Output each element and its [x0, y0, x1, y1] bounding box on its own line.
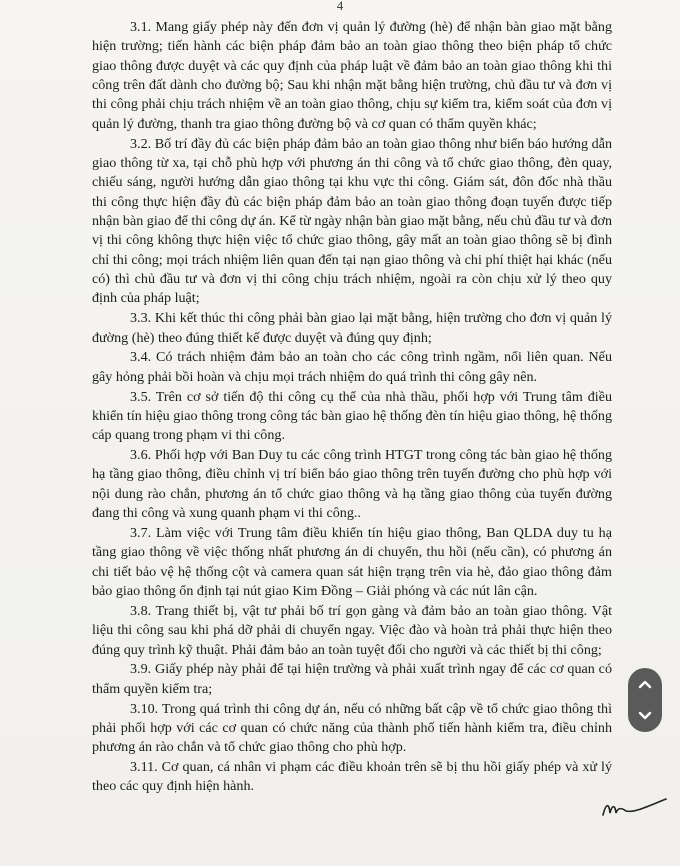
clause-3-9: 3.9. Giấy phép này phải để tại hiện trường và phải xuất trình ngay để các cơ quan có thẩm quyền kiểm tra; — [92, 661, 612, 697]
clause-3-8: 3.8. Trang thiết bị, vật tư phải bố trí gọn gàng và đảm bảo an toàn giao thông. Vật liệu thi công sau khi phá dỡ phải di chuyển ngay. Việc đào và hoàn trả phải thực hiện theo đúng quy trình kỹ thuật. Phải đảm bảo an toàn tuyệt đối cho người và các thiết bị thi công; — [92, 602, 612, 658]
clause-3-6: 3.6. Phối hợp với Ban Duy tu các công trình HTGT trong công tác bàn giao hệ thống hạ tầng giao thông, điều chỉnh vị trí biển báo giao thông trên tuyến đường cho phù hợp với nội dung rào chắn, phương án tổ chức giao thông và hạ tầng giao thông của tuyến đường đang thi công và xung quanh phạm vi thi công.. — [92, 447, 612, 522]
signature-mark — [600, 795, 670, 826]
clause-3-2: 3.2. Bố trí đầy đủ các biện pháp đảm bảo an toàn giao thông như biển báo hướng dẫn giao thông từ xa, tại chỗ phù hợp với phương án thi công và tổ chức giao thông, đèn quay, chiếu sáng, người hướng dẫn giao thông tại khu vực thi công. Giám sát, đôn đốc nhà thầu thi công thực hiện đầy đủ các biện pháp đảm bảo an toàn giao thông đoạn tuyến được tiếp nhận bàn giao để thi công dự án. Kể từ ngày nhận bàn giao mặt bằng, nếu chủ đầu tư và đơn vị thi công không thực hiện việc tổ chức giao thông, gây mất an toàn giao thông sẽ bị đình chỉ thi công; mọi trách nhiệm liên quan đến tại nạn giao thông và chi phí thiệt hại khác (nếu có) thì chủ đầu tư và đơn vị thi công chịu trách nhiệm, ngoài ra còn chịu xử lý theo quy định của pháp luật; — [92, 135, 612, 307]
clause-3-10: 3.10. Trong quá trình thi công dự án, nếu có những bất cập về tổ chức giao thông thì phải phối hợp với các cơ quan có chức năng của thành phố tiến hành kiểm tra, điều chỉnh phương án rào chắn và tổ chức giao thông cho phù hợp. — [92, 700, 612, 756]
chevron-up-icon[interactable] — [637, 678, 653, 690]
document-body — [92, 18, 612, 797]
chevron-down-icon[interactable] — [637, 710, 653, 722]
clause-3-7: 3.7. Làm việc với Trung tâm điều khiển tín hiệu giao thông, Ban QLDA duy tu hạ tầng giao thông về việc thống nhất phương án di chuyển, thu hồi (nếu cần), có phương án chi tiết bảo vệ hệ thống cột và camera quan sát hiện trạng trên via hè, đảo giao thông đảm bảo giao thông ổn định tại nút giao Kim Đồng – Giải phóng và các nút lân cận. — [92, 524, 612, 599]
page-number: 4 — [336, 0, 344, 13]
clause-3-3: 3.3. Khi kết thúc thi công phải bàn giao lại mặt bằng, hiện trường cho đơn vị quản lý đường (hè) theo đúng thiết kế được duyệt và đúng quy định; — [92, 310, 612, 346]
scroll-nav-control — [628, 668, 662, 732]
clause-3-1: 3.1. Mang giấy phép này đến đơn vị quản lý đường (hè) để nhận bàn giao mặt bằng hiện trường; tiến hành các biện pháp đảm bảo an toàn giao thông theo biện pháp tổ chức giao thông được duyệt và các quy định của pháp luật về đảm bảo an toàn giao thông khi thi công trên đất dành cho đường bộ; Sau khi nhận mặt bằng hiện trường, chủ đầu tư và đơn vị thi công phải chịu trách nhiệm về an toàn giao thông, chịu sự kiểm tra, kiểm soát của đơn vị quản lý đường, thanh tra giao thông đường bộ và cơ quan có thẩm quyền khác; — [92, 19, 612, 132]
clause-3-5: 3.5. Trên cơ sở tiến độ thi công cụ thể của nhà thầu, phối hợp với Trung tâm điều khiển tín hiệu giao thông trong công tác bàn giao hệ thống đèn tín hiệu giao thông, hệ thống cáp quang trong phạm vi thi công. — [92, 388, 612, 444]
clause-3-4: 3.4. Có trách nhiệm đảm bảo an toàn cho các công trình ngầm, nổi liên quan. Nếu gây hỏng phải bồi hoàn và chịu mọi trách nhiệm do quá trình thi công gây nên. — [92, 349, 612, 385]
clause-3-11: 3.11. Cơ quan, cá nhân vi phạm các điều khoản trên sẽ bị thu hồi giấy phép và xử lý theo các quy định hiện hành. — [92, 759, 612, 795]
